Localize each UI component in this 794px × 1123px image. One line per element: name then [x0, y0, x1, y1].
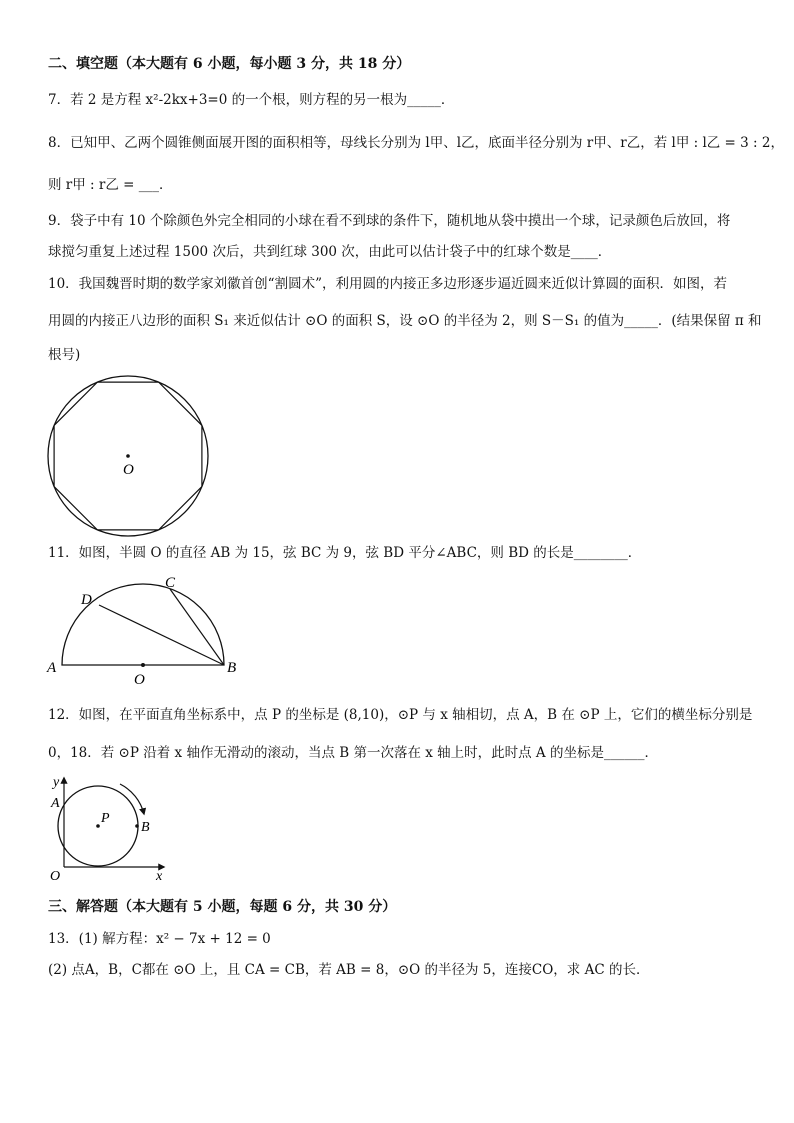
rolling-arrow: [120, 784, 144, 814]
question-13-part1: 13．(1) 解方程：x² − 7x + 12 = 0: [48, 931, 271, 947]
label-b: B: [227, 660, 237, 676]
question-11: 11．如图，半圆 O 的直径 AB 为 15，弦 BC 为 9，弦 BD 平分∠ABC，则 BD 的长是________．: [48, 545, 642, 561]
question-10-line1: 10．我国魏晋时期的数学家刘徽首创“割圆术”，利用圆的内接正多边形逐步逼近圆来近似计算圆的面积．如图，若: [48, 276, 727, 292]
question-10-line3: 根号): [48, 347, 81, 363]
center-point: [126, 454, 130, 458]
question-12-line1: 12．如图，在平面直角坐标系中，点 P 的坐标是 (8,10)，⊙P 与 x 轴相切，点 A，B 在 ⊙P 上，它们的横坐标分别是: [48, 707, 753, 723]
point-p: [96, 824, 100, 828]
question-7: 7．若 2 是方程 x²-2kx+3=0 的一个根，则方程的另一根为_____．: [48, 92, 455, 108]
question-8-line2: 则 r甲 : r乙 = ___．: [48, 177, 173, 193]
label-y: y: [53, 775, 60, 790]
label-p: P: [101, 811, 110, 826]
chord-bc: [170, 589, 224, 665]
label-a: A: [47, 660, 57, 676]
octagon-figure: [44, 372, 214, 542]
label-x: x: [156, 869, 163, 884]
semicircle-figure: [44, 572, 244, 687]
section2-heading: 二、填空题（本大题有 6 小题，每小题 3 分，共 18 分）: [48, 56, 411, 72]
section3-heading: 三、解答题（本大题有 5 小题，每题 6 分，共 30 分）: [48, 899, 397, 915]
question-8-line1: 8．已知甲、乙两个圆锥侧面展开图的面积相等，母线长分别为 l甲、l乙，底面半径分别为 r甲、r乙，若 l甲 : l乙 = 3 : 2，: [48, 135, 784, 151]
question-9-line2: 球搅匀重复上述过程 1500 次后，共到红球 300 次，由此可以估计袋子中的红球个数是____．: [48, 244, 612, 260]
label-origin: O: [50, 869, 61, 884]
label-b: B: [141, 820, 150, 835]
question-13-part2: (2) 点A，B，C都在 ⊙O 上，且 CA = CB，若 AB = 8，⊙O 的半径为 5，连接CO，求 AC 的长．: [48, 962, 650, 978]
label-o: O: [134, 672, 145, 687]
center-point: [141, 663, 145, 667]
label-c: C: [165, 575, 176, 591]
center-label: O: [123, 462, 134, 478]
question-9-line1: 9．袋子中有 10 个除颜色外完全相同的小球在看不到球的条件下，随机地从袋中摸出一个球，记录颜色后放回，将: [48, 213, 731, 229]
label-a: A: [51, 796, 60, 811]
label-d: D: [81, 592, 92, 608]
question-12-line2: 0，18．若 ⊙P 沿着 x 轴作无滑动的滚动，当点 B 第一次落在 x 轴上时，此时点 A 的坐标是______．: [48, 745, 658, 761]
coordinate-figure: [44, 770, 184, 885]
point-b: [135, 824, 139, 828]
question-10-line2: 用圆的内接正八边形的面积 S₁ 来近似估计 ⊙O 的面积 S，设 ⊙O 的半径为 2，则 S－S₁ 的值为_____．(结果保留 π 和: [48, 313, 762, 329]
